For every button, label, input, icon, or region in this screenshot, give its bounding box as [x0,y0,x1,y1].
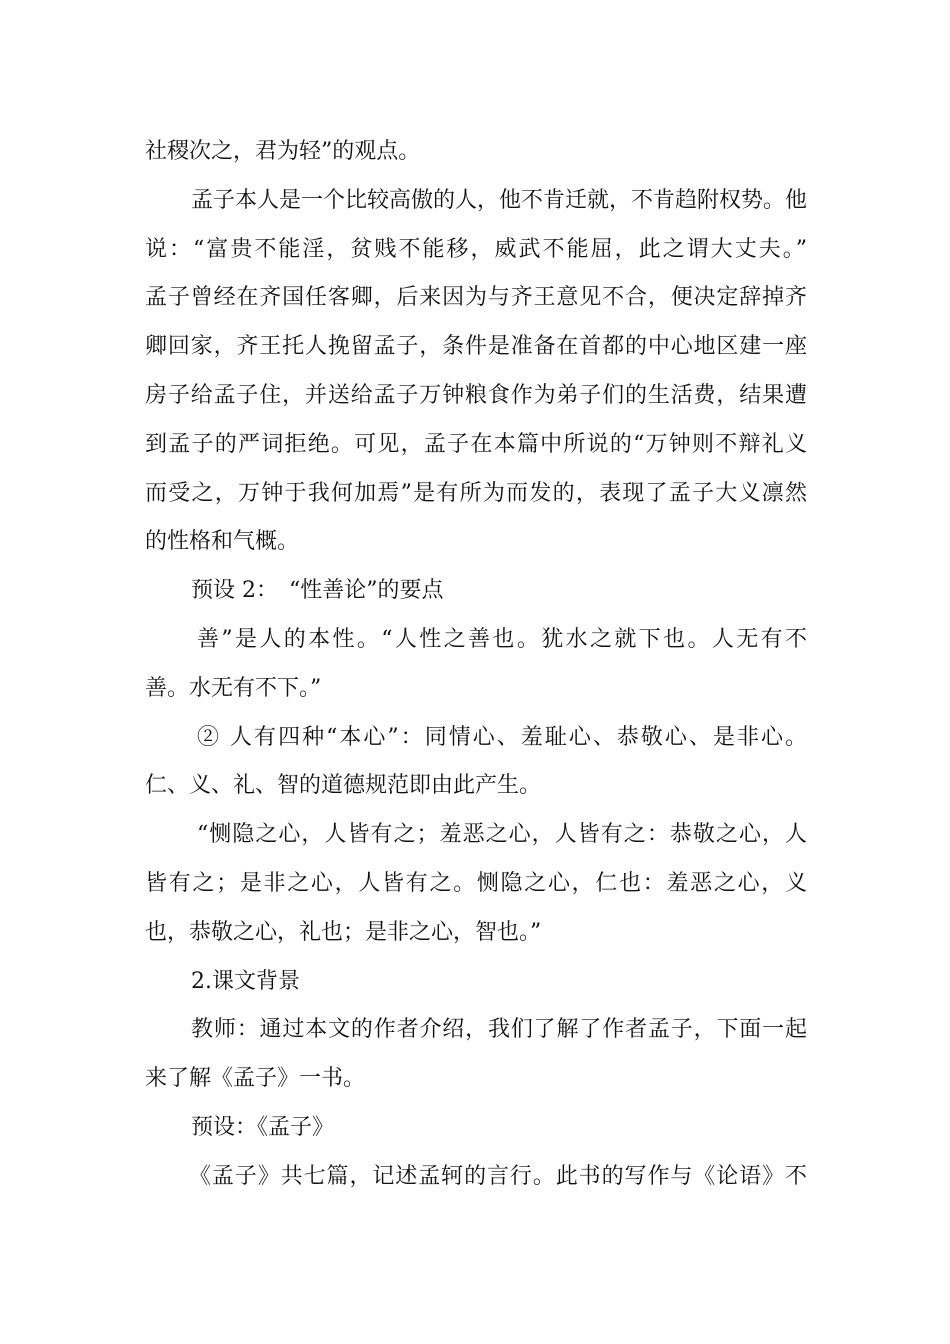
text-line-1: 社稷次之，君为轻”的观点。 [145,139,421,164]
text-line-8: 而受之，万钟于我何加焉”是有所为而发的，表现了孟子大义凛然 [145,480,807,506]
text-line-14: 仁、义、礼、智的道德规范即由此产生。 [145,773,542,799]
document-body [145,128,807,1202]
text-line-4: 孟子曾经在齐国任客卿，后来因为与齐王意见不合，便决定辞掉齐 [145,285,807,311]
text-line-9: 的性格和气概。 [145,529,300,555]
text-line-13: ② 人有四种“本心”：同情心、羞耻心、恭敬心、是非心。 [197,724,807,750]
text-line-12: 善。水无有不下。” [145,675,322,701]
text-line-3: 说：“富贵不能淫，贫贱不能移，威武不能屈，此之谓大丈夫。” [145,236,807,262]
text-line-15: “恻隐之心，人皆有之；羞恶之心，人皆有之：恭敬之心，人 [197,822,807,848]
text-line-11: 善”是人的本性。“人性之善也。犹水之就下也。人无有不 [197,626,807,652]
text-line-18: 2.课文背景 [191,968,300,994]
text-line-17: 也，恭敬之心，礼也；是非之心，智也。” [145,919,542,945]
text-line-6: 房子给孟子住，并送给孟子万钟粮食作为弟子们的生活费，结果遭 [145,382,807,408]
text-line-7: 到孟子的严词拒绝。可见，孟子在本篇中所说的“万钟则不辩礼义 [145,431,807,457]
text-line-21: 预设：《孟子》 [191,1114,335,1140]
text-line-10: 预设 2： “性善论”的要点 [191,578,444,604]
text-line-5: 卿回家，齐王托人挽留孟子，条件是准备在首都的中心地区建一座 [145,334,807,360]
text-line-20: 来了解《孟子》一书。 [145,1066,366,1092]
text-line-16: 皆有之；是非之心，人皆有之。恻隐之心，仁也：羞恶之心，义 [145,870,807,896]
text-line-22: 《孟子》共七篇，记述孟轲的言行。此书的写作与《论语》不 [189,1163,807,1189]
text-line-2: 孟子本人是一个比较高傲的人，他不肯迁就，不肯趋附权势。他 [191,187,807,213]
text-line-19: 教师：通过本文的作者介绍，我们了解了作者孟子，下面一起 [191,1017,807,1043]
